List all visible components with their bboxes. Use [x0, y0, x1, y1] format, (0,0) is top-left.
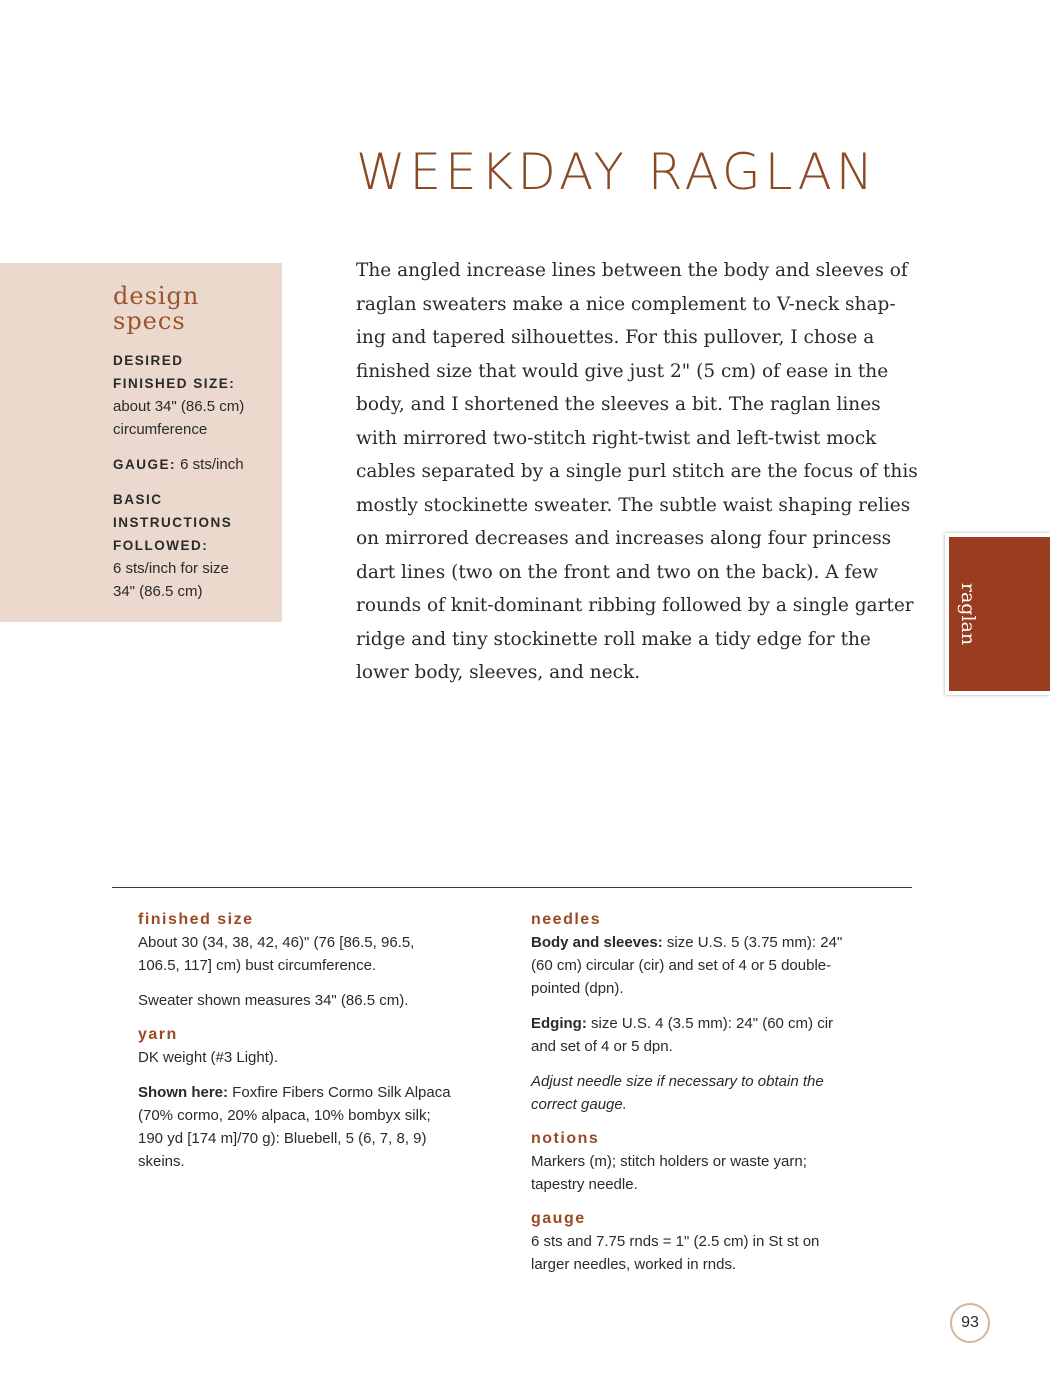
- intro-line: ridge and tiny stockinette roll make a tidy edge for the: [356, 628, 871, 650]
- chapter-tab-label: raglan: [957, 582, 979, 646]
- spec-label: FINISHED SIZE:: [113, 376, 236, 391]
- spec-basic-instructions: [113, 488, 278, 603]
- spec-value: 6 sts/inch for size: [113, 560, 229, 577]
- intro-line: with mirrored two-stitch right-twist and left-twist mock: [356, 427, 877, 449]
- intro-line: raglan sweaters make a nice complement to V-neck shap-: [356, 293, 896, 315]
- design-specs-list: [113, 349, 278, 615]
- needles-heading: needles: [531, 911, 602, 928]
- gauge-text: 6 sts and 7.75 rnds = 1" (2.5 cm) in St st on larger needles, worked in rnds.: [531, 1233, 820, 1273]
- intro-line: ing and tapered silhouettes. For this pullover, I chose a: [356, 327, 875, 348]
- finished-size-heading: finished size: [138, 911, 254, 928]
- sweater-shown-text: Sweater shown measures 34" (86.5 cm).: [138, 992, 409, 1009]
- yarn-shown-text: Shown here: Foxfire Fibers Cormo Silk Alpaca (70% cormo, 20% alpaca, 10% bombyx silk; 190 yd [174 m]/70 g): Bluebell, 5 (6, 7, 8, 9) skeins.: [138, 1084, 451, 1170]
- intro-line: mostly stockinette sweater. The subtle waist shaping relies: [356, 494, 911, 516]
- page-number: 93: [950, 1303, 990, 1343]
- spec-value: about 34" (86.5 cm): [113, 398, 245, 415]
- intro-line: rounds of knit-dominant ribbing followed by a single garter: [356, 595, 914, 616]
- finished-size-text: About 30 (34, 38, 42, 46)" (76 [86.5, 96.5, 106.5, 117] cm) bust circumference.: [138, 934, 415, 974]
- needles-edging-text: Edging: size U.S. 4 (3.5 mm): 24" (60 cm) cir and set of 4 or 5 dpn.: [531, 1015, 834, 1055]
- design-specs-heading-line2: specs: [113, 307, 186, 335]
- yarn-heading: yarn: [138, 1026, 178, 1043]
- intro-line: The angled increase lines between the body and sleeves of: [356, 260, 908, 281]
- spec-label: FOLLOWED:: [113, 538, 209, 553]
- intro-paragraph: [356, 254, 916, 690]
- pattern-info-right-column: [531, 909, 876, 1288]
- gauge-heading: gauge: [531, 1210, 586, 1227]
- pattern-info-left-column: [138, 909, 483, 1185]
- spec-label: BASIC: [113, 492, 163, 507]
- needles-body-text: Body and sleeves: size U.S. 5 (3.75 mm): 24" (60 cm) circular (cir) and set of 4 or 5 double- pointed (dpn).: [531, 934, 843, 997]
- spec-finished-size: [113, 349, 278, 441]
- intro-line: dart lines (two on the front and two on the back). A few: [356, 561, 879, 583]
- design-specs-heading-line1: design: [113, 282, 200, 310]
- spec-gauge: [113, 453, 278, 476]
- notions-heading: notions: [531, 1130, 600, 1147]
- spec-value: 34" (86.5 cm): [113, 583, 203, 600]
- intro-line: body, and I shortened the sleeves a bit. The raglan lines: [356, 394, 881, 415]
- intro-line: cables separated by a single purl stitch are the focus of this: [356, 461, 918, 482]
- intro-line: lower body, sleeves, and neck.: [356, 662, 641, 683]
- page-title: WEEKDAY RAGLAN: [356, 143, 878, 201]
- spec-label: DESIRED: [113, 353, 184, 368]
- spec-value: 6 sts/inch: [180, 456, 244, 473]
- notions-text: Markers (m); stitch holders or waste yarn; tapestry needle.: [531, 1153, 807, 1193]
- yarn-weight-text: DK weight (#3 Light).: [138, 1049, 279, 1066]
- spec-label: INSTRUCTIONS: [113, 515, 233, 530]
- intro-line: on mirrored decreases and increases along four princess: [356, 528, 892, 549]
- section-divider: [112, 887, 912, 888]
- needles-note-text: Adjust needle size if necessary to obtain the correct gauge.: [531, 1073, 824, 1113]
- intro-line: finished size that would give just 2" (5 cm) of ease in the: [356, 360, 889, 382]
- spec-value: circumference: [113, 421, 208, 438]
- spec-label: GAUGE:: [113, 457, 176, 472]
- design-specs-heading: [113, 284, 199, 334]
